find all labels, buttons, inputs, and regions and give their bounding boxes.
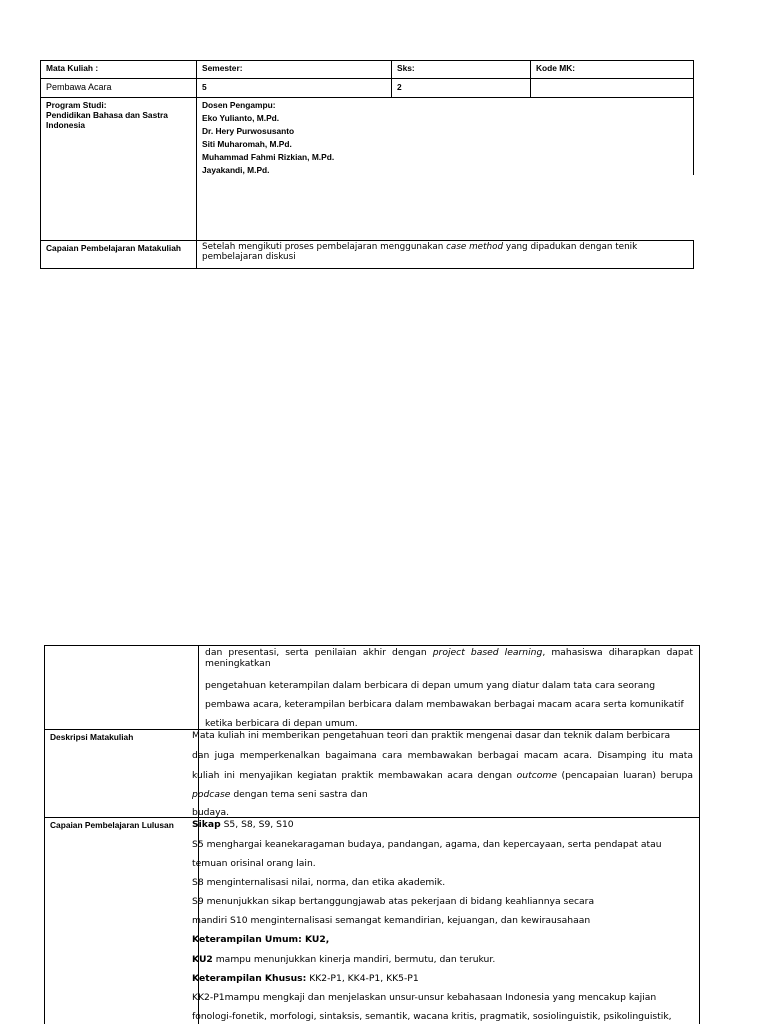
cont-line: dan presentasi, serta penilaian akhir dengan project based learning, mahasiswa diharapkan dapat <box>205 647 693 658</box>
course-detail-table <box>44 645 700 1024</box>
sikap-item: mandiri S10 menginternalisasi semangat kemandirian, kejuangan, dan kewirausahaan <box>192 915 591 926</box>
sikap-item: S8 menginternalisasi nilai, norma, dan etika akademik. <box>192 877 446 888</box>
cpm-text: Setelah mengikuti proses pembelajaran menggunakan case method yang dipadukan dengan tenik pembelajaran diskusi <box>202 242 638 262</box>
cpl-label: Capaian Pembelajaran Lulusan <box>50 820 174 830</box>
semester-label: Semester: <box>202 63 243 73</box>
mata-kuliah-label: Mata Kuliah : <box>46 63 99 73</box>
prodi-value: Pendidikan Bahasa dan Sastra Indonesia <box>46 110 168 130</box>
cont-line: pembawa acara, keterampilan berbicara dalam membawakan berbagai macam acara serta komunikatif <box>205 699 684 710</box>
ku-item: KU2 mampu menunjukkan kinerja mandiri, bermutu, dan terukur. <box>192 954 496 965</box>
row-divider <box>40 78 694 79</box>
kk-heading: Keterampilan Khusus: KK2-P1, KK4-P1, KK5-P1 <box>192 973 419 984</box>
header-row-border <box>40 60 694 98</box>
col-divider <box>198 645 199 1024</box>
sikap-item: temuan orisinal orang lain. <box>192 858 316 869</box>
cont-line: pengetahuan keterampilan dalam berbicara di depan umum yang diatur dalam tata cara seorang <box>205 680 656 691</box>
dosen-label: Dosen Pengampu: <box>202 100 276 110</box>
col-divider <box>699 645 700 1024</box>
mata-kuliah-value: Pembawa Acara <box>46 82 112 92</box>
deskripsi-line: budaya. <box>192 807 230 818</box>
kode-mk-label: Kode MK: <box>536 63 576 73</box>
dosen-name: Siti Muharomah, M.Pd. <box>202 139 292 149</box>
kk-item: KK2-P1mampu mengkaji dan menjelaskan unsur-unsur kebahasaan Indonesia yang mencakup kajian <box>192 992 657 1003</box>
prodi-label: Program Studi: <box>46 100 107 110</box>
deskripsi-line: podcase dengan tema seni sastra dan <box>192 789 368 800</box>
kode-mk-value <box>532 81 540 83</box>
col-divider <box>196 60 197 98</box>
deskripsi-line: dan juga memperkenalkan bagaimana cara membawakan berbagai macam acara. Disamping itu mata <box>192 750 693 761</box>
sikap-item: S9 menunjukkan sikap bertanggungjawab atas pekerjaan di bidang keahliannya secara <box>192 896 595 907</box>
col-divider <box>196 240 197 269</box>
semester-value: 5 <box>202 82 207 92</box>
sikap-item: S5 menghargai keanekaragaman budaya, pandangan, agama, dan kepercayaan, serta pendapat atau <box>192 839 662 850</box>
deskripsi-line: kuliah ini menyajikan kegiatan praktik membawakan acara dengan outcome (pencapaian luaran) berupa <box>192 770 693 781</box>
deskripsi-line: Mata kuliah ini memberikan pengetahuan teori dan praktik mengenai dasar dan teknik dalam berbicara <box>192 730 671 741</box>
cont-line: ketika berbicara di depan umum. <box>205 718 358 729</box>
dosen-name: Muhammad Fahmi Rizkian, M.Pd. <box>202 152 335 162</box>
ku-heading: Keterampilan Umum: KU2, <box>192 934 330 945</box>
col-divider <box>391 60 392 98</box>
cont-line: meningkatkan <box>205 658 271 669</box>
table-top-border <box>44 645 700 646</box>
col-divider <box>693 98 694 175</box>
col-divider <box>44 645 45 1024</box>
dosen-name: Jayakandi, M.Pd. <box>202 165 270 175</box>
sikap-line: Sikap S5, S8, S9, S10 <box>192 819 294 830</box>
row-divider <box>44 817 700 818</box>
deskripsi-label: Deskripsi Matakuliah <box>50 732 134 742</box>
kk-item: fonologi-fonetik, morfologi, sintaksis, semantik, wacana kritis, pragmatik, sosiolinguistik, psikolinguistik, <box>192 1011 672 1022</box>
dosen-name: Dr. Hery Purwosusanto <box>202 126 295 136</box>
cpm-label: Capaian Pembelajaran Matakuliah <box>46 243 181 253</box>
sks-value: 2 <box>397 82 402 92</box>
sks-label: Sks: <box>397 63 415 73</box>
col-divider <box>530 60 531 98</box>
dosen-name: Eko Yulianto, M.Pd. <box>202 113 280 123</box>
